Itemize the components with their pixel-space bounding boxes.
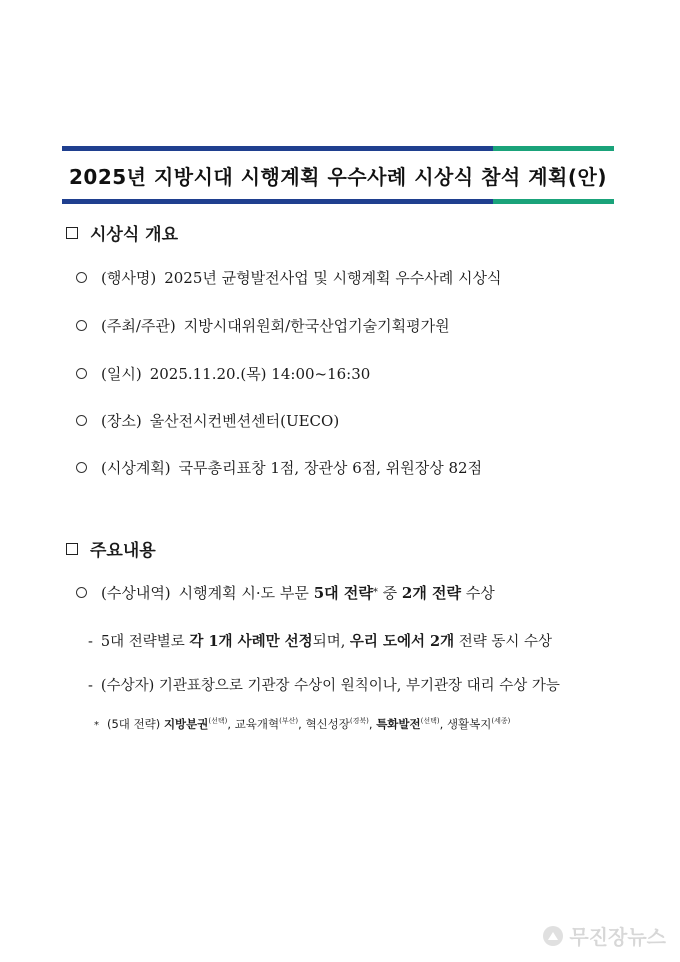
footnote-prefix: (5대 전략) [107, 717, 161, 731]
item-label: (장소) [101, 412, 142, 430]
section-heading-text: 시상식 개요 [90, 225, 179, 245]
item-bold-text: 우리 도에서 2개 [349, 633, 455, 650]
list-item [76, 315, 450, 336]
square-bullet-icon [66, 543, 78, 555]
circle-bullet-icon [76, 415, 87, 426]
title-rule-bottom [62, 199, 614, 204]
watermark-logo-icon [543, 926, 563, 946]
list-item [76, 267, 502, 288]
section-heading-overview [66, 220, 178, 245]
section-heading-text: 주요내용 [90, 541, 156, 561]
separator: , [298, 717, 302, 731]
list-item [76, 410, 339, 431]
item-label: (행사명) [101, 269, 157, 287]
strategy-tag: (선택) [420, 717, 440, 725]
item-label: (주최/주관) [101, 317, 176, 335]
strategy-name: 혁신성장 [305, 717, 350, 731]
item-label: (일시) [101, 365, 142, 383]
item-value: 울산전시컨벤션센터(UECO) [149, 412, 340, 430]
dash-bullet: - [88, 678, 93, 694]
item-text: 수상 [465, 584, 495, 602]
item-text: 전략 동시 수상 [458, 634, 553, 650]
item-text: 시행계획 시·도 부문 [178, 584, 309, 602]
strategy-tag: (세종) [491, 717, 511, 725]
footnote-five-strategies [94, 716, 510, 732]
rule-blue-segment [62, 146, 493, 151]
item-bold-text: 2개 전략 [401, 584, 462, 602]
watermark [543, 921, 666, 950]
title-block [62, 146, 614, 204]
strategy-name: 특화발전 [376, 717, 421, 731]
watermark-text: 무진장뉴스 [569, 925, 666, 949]
item-value: 국무총리표창 1점, 장관상 6점, 위원장상 82점 [178, 459, 483, 477]
circle-bullet-icon [76, 368, 87, 379]
footnote-asterisk: * [94, 720, 99, 731]
separator: , [439, 717, 444, 731]
strategy-name: 지방분권 [163, 717, 209, 731]
sub-item-awardee [88, 674, 560, 695]
circle-bullet-icon [76, 462, 87, 473]
rule-blue-segment [62, 199, 493, 204]
strategy-tag: (선택) [208, 717, 228, 725]
item-text: 5대 전략별로 [100, 634, 185, 650]
rule-green-segment [493, 199, 614, 204]
list-item [76, 457, 482, 478]
strategy-name: 생활복지 [446, 717, 492, 731]
item-bold-text: 5대 전략 [313, 584, 373, 602]
circle-bullet-icon [76, 320, 87, 331]
page-title: 2025년 지방시대 시행계획 우수사례 시상식 참석 계획(안) [69, 165, 607, 189]
title-rule-top [62, 146, 614, 151]
list-item-award-details [76, 582, 495, 603]
strategy-tag: (부산) [279, 717, 299, 725]
list-item [76, 363, 370, 384]
circle-bullet-icon [76, 272, 87, 283]
item-text: 중 [382, 584, 398, 602]
item-label: (시상계획) [101, 459, 171, 477]
item-value: 2025년 균형발전사업 및 시행계획 우수사례 시상식 [164, 269, 502, 287]
item-text: (수상자) 기관표창으로 기관장 수상이 원칙이나, 부기관장 대리 수상 가능 [100, 678, 560, 694]
strategy-tag: (경북) [349, 717, 369, 725]
section-heading-main-content [66, 536, 156, 561]
separator: , [227, 717, 232, 731]
item-label: (수상내역) [101, 584, 171, 602]
item-value: 지방시대위원회/한국산업기술기획평가원 [183, 317, 450, 335]
dash-bullet: - [88, 634, 93, 650]
item-value: 2025.11.20.(목) 14:00~16:30 [149, 365, 371, 383]
square-bullet-icon [66, 227, 78, 239]
sub-item-selection [88, 630, 552, 651]
footnote-star: * [372, 587, 378, 598]
circle-bullet-icon [76, 587, 87, 598]
rule-green-segment [493, 146, 614, 151]
item-bold-text: 각 1개 사례만 선정 [189, 633, 313, 650]
strategy-name: 교육개혁 [234, 717, 280, 731]
separator: , [368, 717, 373, 731]
item-text: 되며, [312, 634, 346, 650]
